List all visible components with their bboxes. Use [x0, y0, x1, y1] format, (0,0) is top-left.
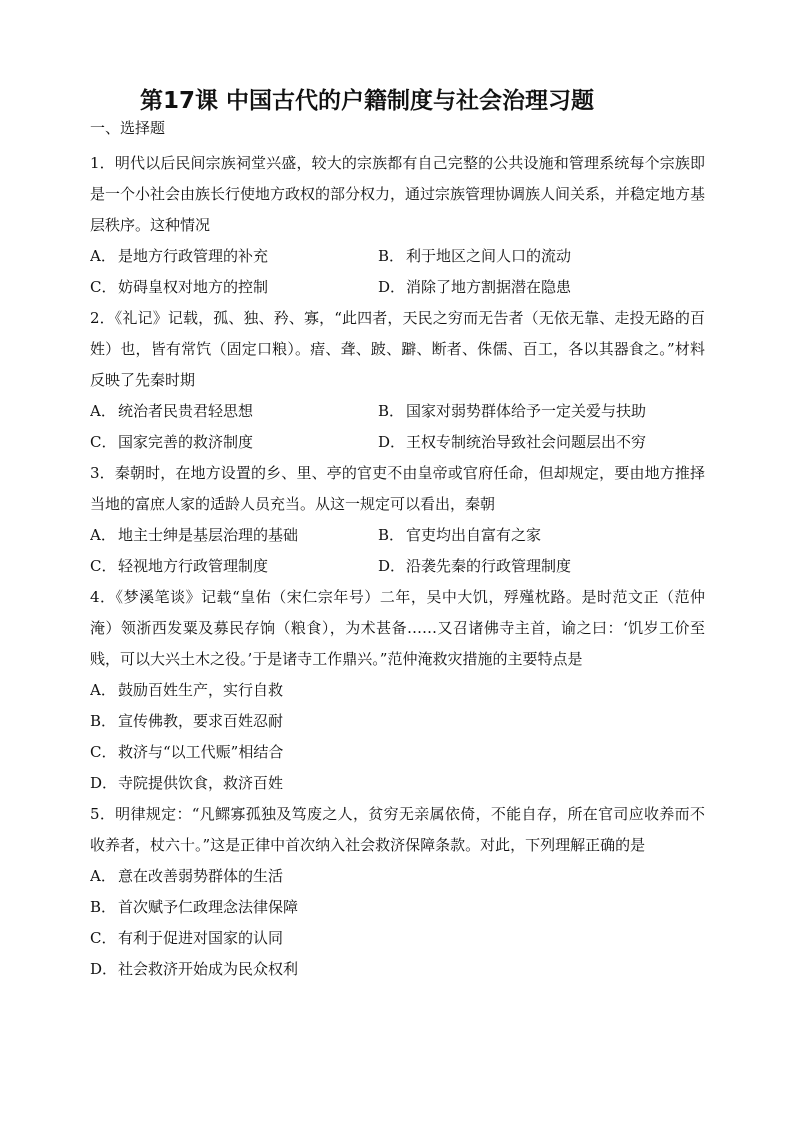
option-group	[90, 396, 705, 458]
option-b	[90, 892, 705, 923]
option-text: 国家对弱势群体给予一定关爱与扶助	[406, 402, 647, 420]
page-title: 第17课 中国古代的户籍制度与社会治理习题	[140, 88, 595, 114]
option-c	[90, 272, 378, 303]
option-a	[90, 861, 705, 892]
option-text: 利于地区之间人口的流动	[406, 247, 572, 265]
question-list	[90, 148, 705, 985]
option-key: C．	[90, 557, 117, 575]
question-1	[90, 148, 705, 303]
option-d	[378, 427, 705, 458]
option-c	[90, 427, 378, 458]
option-d	[90, 768, 705, 799]
option-key: B．	[90, 898, 117, 916]
question-4	[90, 582, 705, 799]
option-a	[90, 675, 705, 706]
option-group	[90, 241, 705, 303]
option-text: 消除了地方割据潜在隐患	[406, 278, 572, 296]
option-d	[90, 954, 705, 985]
option-group	[90, 861, 705, 985]
option-text: 救济与“以工代赈”相结合	[118, 743, 284, 761]
option-b	[378, 241, 705, 272]
option-key: A．	[90, 681, 116, 699]
option-text: 妨碍皇权对地方的控制	[118, 278, 269, 296]
option-c	[90, 551, 378, 582]
question-stem: 1．明代以后民间宗族祠堂兴盛，较大的宗族都有自己完整的公共设施和管理系统每个宗族即是一个小社会由族长行使地方政权的部分权力，通过宗族管理协调族人间关系，并稳定地方基层秩序。这种情况	[90, 154, 706, 234]
option-text: 首次赋予仁政理念法律保障	[118, 898, 299, 916]
option-key: A．	[90, 526, 116, 544]
option-key: A．	[90, 247, 116, 265]
option-group	[90, 520, 705, 582]
option-key: B．	[378, 247, 405, 265]
option-text: 王权专制统治导致社会问题层出不穷	[406, 433, 647, 451]
option-text: 沿袭先秦的行政管理制度	[406, 557, 572, 575]
option-key: C．	[90, 743, 117, 761]
option-a	[90, 520, 378, 551]
option-key: D．	[378, 557, 406, 575]
option-key: C．	[90, 278, 117, 296]
option-text: 轻视地方行政管理制度	[118, 557, 269, 575]
question-stem: 2．《礼记》记载，孤、独、矜、寡，“此四者，天民之穷而无告者（无依无靠、走投无路的百姓）也，皆有常饩（固定口粮）。瘖、聋、跛、躃、断者、侏儒、百工，各以其器食之。”材料反映了先秦时期	[90, 309, 705, 389]
option-text: 国家完善的救济制度	[118, 433, 254, 451]
option-text: 是地方行政管理的补充	[118, 247, 269, 265]
option-key: A．	[90, 867, 116, 885]
option-a	[90, 241, 378, 272]
option-text: 社会救济开始成为民众权利	[118, 960, 299, 978]
option-key: D．	[90, 960, 118, 978]
question-2	[90, 303, 705, 458]
section-heading: 一、选择题	[90, 119, 166, 137]
option-key: D．	[378, 433, 406, 451]
option-key: B．	[378, 526, 405, 544]
option-key: D．	[90, 774, 118, 792]
option-text: 统治者民贵君轻思想	[118, 402, 254, 420]
option-d	[378, 272, 705, 303]
option-text: 地主士绅是基层治理的基础	[118, 526, 299, 544]
question-3	[90, 458, 705, 582]
question-stem: 5．明律规定：“凡鳏寡孤独及笃废之人，贫穷无亲属依倚，不能自存，所在官司应收养而不收养者，杖六十。”这是正律中首次纳入社会救济保障条款。对此，下列理解正确的是	[90, 805, 705, 854]
question-5	[90, 799, 705, 985]
option-key: C．	[90, 433, 117, 451]
option-key: C．	[90, 929, 117, 947]
option-text: 鼓励百姓生产，实行自救	[118, 681, 284, 699]
option-b	[90, 706, 705, 737]
option-key: B．	[378, 402, 405, 420]
option-group	[90, 675, 705, 799]
option-text: 意在改善弱势群体的生活	[118, 867, 284, 885]
option-a	[90, 396, 378, 427]
option-key: A．	[90, 402, 116, 420]
option-b	[378, 520, 705, 551]
option-text: 寺院提供饮食，救济百姓	[118, 774, 284, 792]
option-text: 官吏均出自富有之家	[406, 526, 542, 544]
option-d	[378, 551, 705, 582]
option-key: D．	[378, 278, 406, 296]
option-c	[90, 923, 705, 954]
option-key: B．	[90, 712, 117, 730]
question-stem: 4．《梦溪笔谈》记载“皇佑（宋仁宗年号）二年，吴中大饥，殍殣枕路。是时范文正（范仲淹）领浙西发粟及募民存饷（粮食），为术甚备……又召诸佛寺主首，谕之曰：‘饥岁工价至贱，可以大兴土木之役。’于是诸寺工作鼎兴。”范仲淹救灾措施的主要特点是	[90, 588, 705, 668]
option-c	[90, 737, 705, 768]
option-b	[378, 396, 705, 427]
option-text: 有利于促进对国家的认同	[118, 929, 284, 947]
question-stem: 3．秦朝时，在地方设置的乡、里、亭的官吏不由皇帝或官府任命，但却规定，要由地方推择当地的富庶人家的适龄人员充当。从这一规定可以看出，秦朝	[90, 464, 705, 513]
option-text: 宣传佛教，要求百姓忍耐	[118, 712, 284, 730]
